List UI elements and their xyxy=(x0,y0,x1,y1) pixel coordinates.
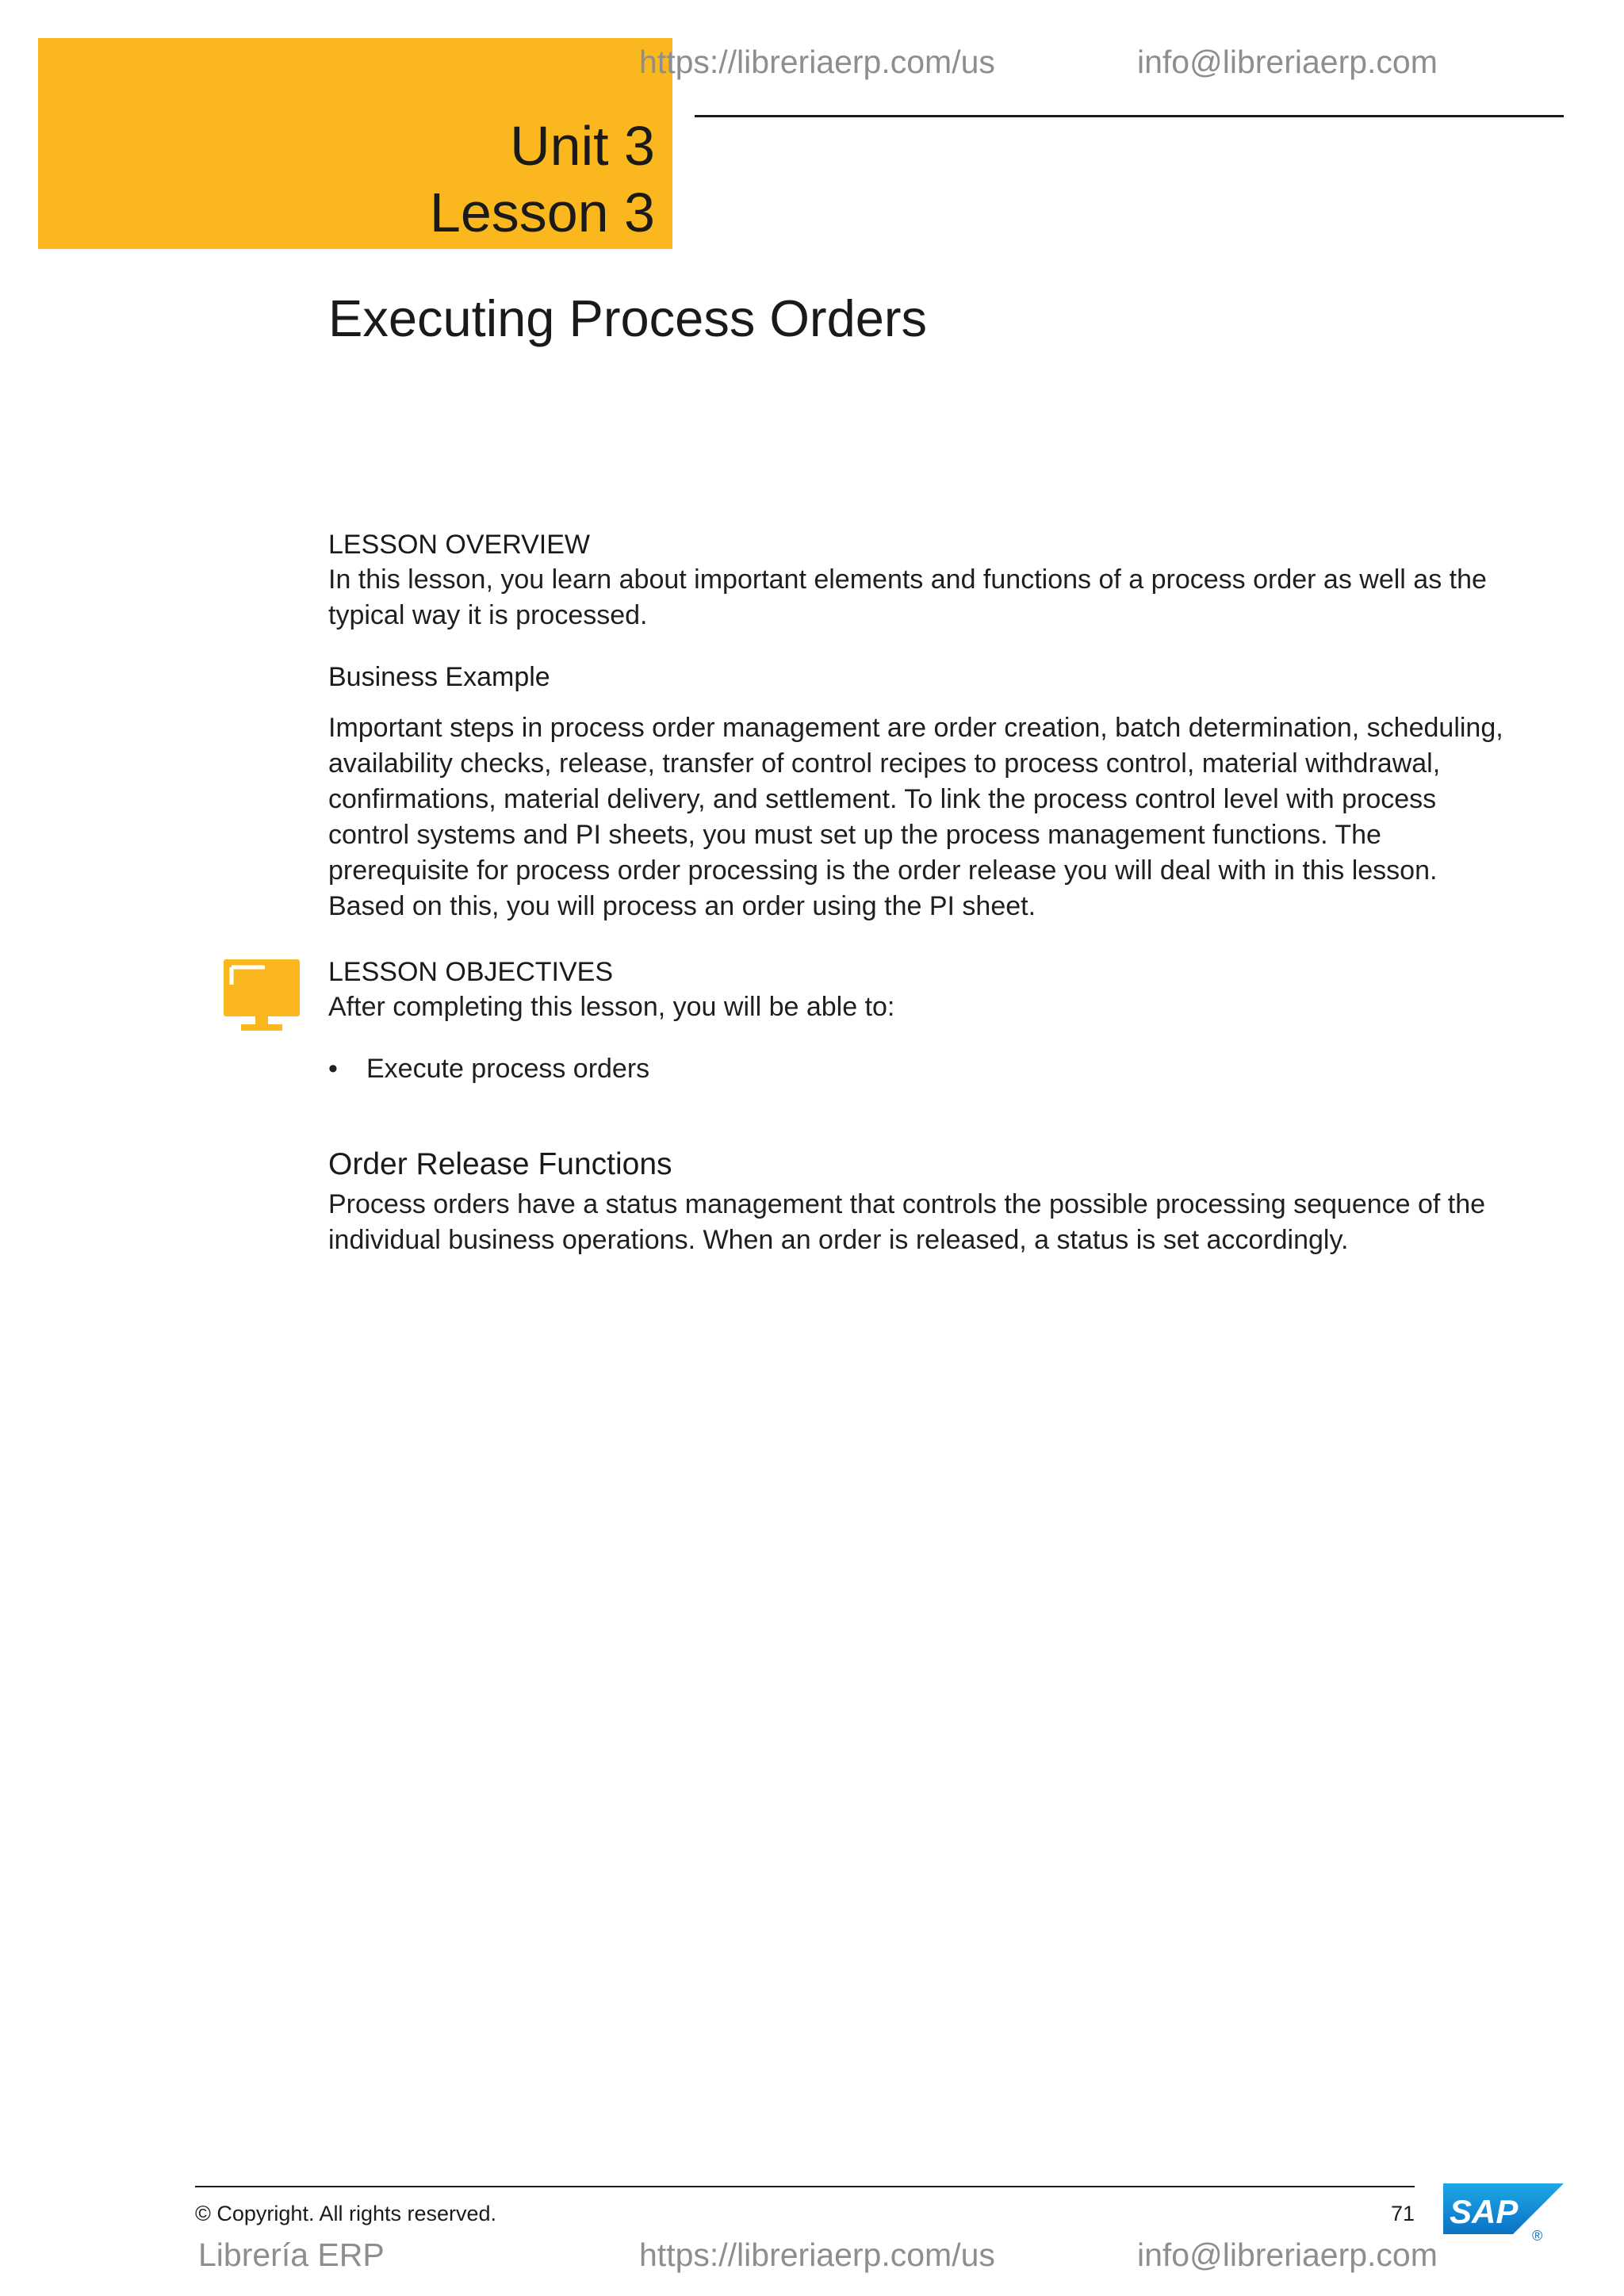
bullet-icon: • xyxy=(328,1054,338,1084)
business-example-text: Important steps in process order management are order creation, batch determination, scheduling, availability checks, release, transfer of control recipes to process control, material withdrawal, confirmations, material delivery, and settlement. To link the process control level with process control systems and PI sheets, you must set up the process management functions. The prerequisite for process order processing is the order release you will deal with in this lesson. Based on this, you will process an order using the PI sheet. xyxy=(328,713,1503,921)
monitor-icon xyxy=(224,959,300,1032)
sap-logo xyxy=(1443,2183,1564,2244)
order-release-heading: Order Release Functions xyxy=(328,1147,672,1181)
list-item xyxy=(328,1051,649,1087)
objective-text: Execute process orders xyxy=(366,1054,650,1084)
order-release-section xyxy=(328,1146,1518,1258)
watermark-brand-bottom: Librería ERP xyxy=(198,2237,385,2273)
watermark-email-bottom: info@libreriaerp.com xyxy=(1137,2237,1438,2273)
business-example xyxy=(328,660,1518,695)
lesson-overview-label: LESSON OVERVIEW xyxy=(328,530,591,560)
sap-logo-text: SAP xyxy=(1450,2193,1519,2230)
watermark-email: info@libreriaerp.com xyxy=(1137,44,1438,80)
order-release-text: Process orders have a status management that controls the possible processing sequence of the individual business operations. When an order is released, a status is set accordingly. xyxy=(328,1189,1486,1255)
lesson-overview-text: In this lesson, you learn about important elements and functions of a process order as well as the typical way it is processed. xyxy=(328,564,1487,630)
page-number: 71 xyxy=(1390,2202,1415,2225)
watermark-url: https://libreriaerp.com/us xyxy=(639,44,995,80)
svg-text:®: ® xyxy=(1532,2228,1543,2244)
page-title: Executing Process Orders xyxy=(328,289,928,347)
lesson-label: Lesson 3 xyxy=(429,182,655,243)
footer-rule xyxy=(195,2186,1415,2187)
watermark-url-bottom: https://libreriaerp.com/us xyxy=(639,2237,995,2273)
lesson-overview xyxy=(328,527,1518,633)
header-rule xyxy=(695,115,1564,117)
lesson-objectives xyxy=(328,955,1518,1025)
unit-lesson-banner xyxy=(38,38,672,249)
business-example-heading: Business Example xyxy=(328,662,550,692)
unit-label: Unit 3 xyxy=(510,115,655,177)
lesson-objectives-intro: After completing this lesson, you will be able to: xyxy=(328,992,895,1022)
business-example-body xyxy=(328,710,1518,924)
copyright-text: © Copyright. All rights reserved. xyxy=(195,2202,497,2225)
lesson-objectives-label: LESSON OBJECTIVES xyxy=(328,957,613,987)
